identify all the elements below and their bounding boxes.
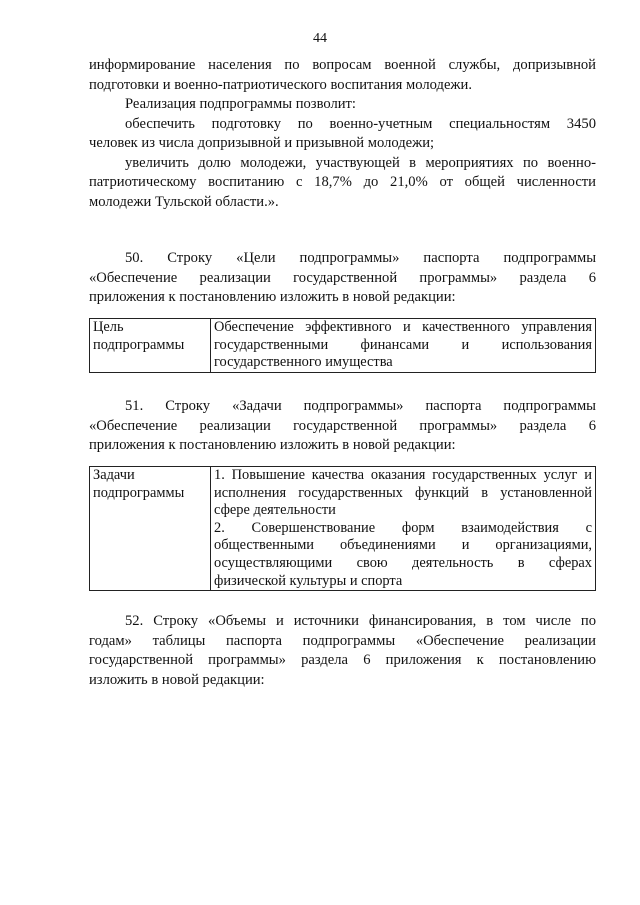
- intro-paragraph-3-line-1: обеспечить подготовку по военно-учетным специальностям 3450: [125, 115, 596, 132]
- item-51-line-2: «Обеспечение реализации государственной программы» раздела 6: [89, 417, 596, 434]
- tasks-content-line-5: общественными объединениями и организациями,: [214, 537, 592, 554]
- tasks-content-line-4: 2. Совершенствование форм взаимодействия с: [214, 519, 592, 536]
- tasks-table: [89, 466, 596, 591]
- goal-table: [89, 318, 596, 373]
- intro-paragraph-4-line-2: патриотическому воспитанию с 18,7% до 21,0% от общей численности: [89, 174, 596, 190]
- tasks-content-line-1: 1. Повышение качества оказания государственных услуг и: [214, 467, 592, 483]
- table-row: [90, 467, 596, 591]
- item-52-paragraph: [89, 612, 596, 690]
- tasks-content-line-6: осуществляющими свою деятельность в сферах: [214, 554, 592, 571]
- item-50-line-2: «Обеспечение реализации государственной программы» раздела 6: [89, 269, 596, 286]
- tasks-label-line-1: Задачи: [93, 467, 135, 483]
- goal-label-cell: [90, 319, 211, 373]
- item-52-line-3: государственной программы» раздела 6 приложения к постановлению: [89, 652, 596, 668]
- goal-content-cell: [211, 319, 596, 373]
- table-row: [90, 319, 596, 373]
- tasks-label-cell: [90, 467, 211, 591]
- item-52-line-2: годам» таблицы паспорта подпрограммы «Обеспечение реализации: [89, 632, 596, 649]
- goal-content-line-2: государственными финансами и использования: [214, 336, 592, 353]
- item-51-paragraph: [89, 397, 596, 456]
- page-number: 44: [313, 31, 327, 46]
- item-51-line-1: 51. Строку «Задачи подпрограммы» паспорта подпрограммы: [125, 398, 596, 414]
- tasks-content-cell: [211, 467, 596, 591]
- intro-paragraph-4-line-1: увеличить долю молодежи, участвующей в мероприятиях по военно-: [125, 154, 596, 171]
- tasks-content-line-2: исполнения государственных функций в установленной: [214, 484, 592, 501]
- tasks-label-line-2: подпрограммы: [93, 484, 185, 501]
- item-52-line-1: 52. Строку «Объемы и источники финансирования, в том числе по: [125, 613, 596, 629]
- item-52-line-4: изложить в новой редакции:: [89, 671, 265, 688]
- goal-label-line-2: подпрограммы: [93, 336, 185, 353]
- intro-paragraph-2: Реализация подпрограммы позволит:: [125, 96, 356, 112]
- tasks-content-line-3: сфере деятельности: [214, 502, 336, 519]
- intro-line-2: подготовки и военно-патриотического воспитания молодежи.: [89, 76, 472, 93]
- goal-content-line-3: государственного имущества: [214, 354, 393, 371]
- item-50-line-3: приложения к постановлению изложить в новой редакции:: [89, 289, 456, 305]
- intro-text: [89, 56, 596, 212]
- intro-paragraph-4-line-3: молодежи Тульской области.».: [89, 193, 279, 210]
- item-50-paragraph: [89, 249, 596, 308]
- item-51-line-3: приложения к постановлению изложить в новой редакции:: [89, 437, 456, 453]
- intro-line-1: информирование населения по вопросам военной службы, допризывной: [89, 57, 596, 73]
- intro-paragraph-3-line-2: человек из числа допризывной и призывной молодежи;: [89, 135, 435, 151]
- goal-content-line-1: Обеспечение эффективного и качественного управления: [214, 319, 592, 335]
- tasks-content-line-7: физической культуры и спорта: [214, 572, 403, 589]
- goal-label-line-1: Цель: [93, 319, 124, 335]
- item-50-line-1: 50. Строку «Цели подпрограммы» паспорта подпрограммы: [125, 250, 596, 266]
